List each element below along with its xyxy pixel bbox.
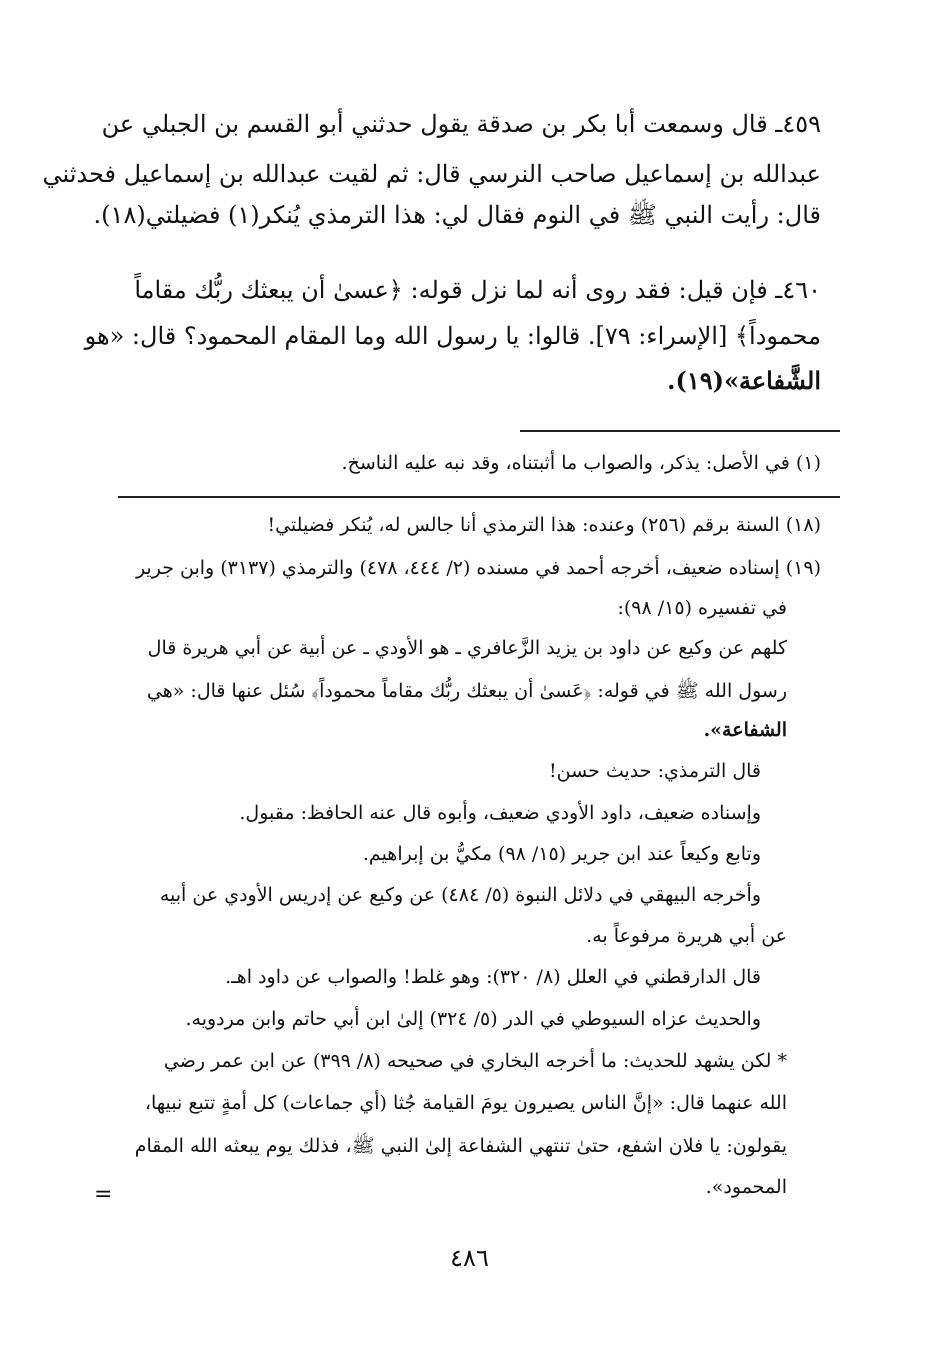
- footnote-19-line-11: قال الدارقطني في العلل (٨/ ٣٢٠): وهو غلط! والصواب عن داود اهـ.: [225, 966, 761, 988]
- editor-note-rule: [520, 430, 840, 432]
- footnote-19-line-15: يقولون: يا فلان اشفع، حتىٰ تنتهي الشفاعة إلىٰ النبي ﷺ، فذلك يوم يبعثه الله المقام: [134, 1135, 787, 1157]
- paragraph-460-line-2: محموداً﴾ [الإسراء: ٧٩]. قالوا: يا رسول الله وما المقام المحمود؟ قال: «هو: [84, 322, 821, 350]
- footnote-19-line-6: قال الترمذي: حديث حسن!: [549, 760, 761, 782]
- footnote-19-line-10: عن أبي هريرة مرفوعاً به.: [586, 925, 787, 947]
- paragraph-459-line-1: ٤٥٩ـ قال وسمعت أبا بكر بن صدقة يقول حدثني أبو القسم بن الجبلي عن: [101, 110, 821, 138]
- footnote-19-line-8: وتابع وكيعاً عند ابن جرير (١٥/ ٩٨) مكيُّ بن إبراهيم.: [362, 843, 761, 865]
- editor-note: (١) في الأصل: يذكر، والصواب ما أثبتناه، وقد نبه عليه الناسخ.: [341, 452, 821, 474]
- footnote-18: (١٨) السنة برقم (٢٥٦) وعنده: هذا الترمذي أنا جالس له، يُنكر فضيلتي!: [267, 514, 821, 536]
- footnotes-rule: [118, 496, 840, 498]
- footnote-19-line-7: وإسناده ضعيف، داود الأودي ضعيف، وأبوه قال عنه الحافظ: مقبول.: [239, 802, 761, 824]
- paragraph-460-line-3: الشَّفاعة»(١٩).: [667, 366, 821, 395]
- footnote-19-line-4: رسول الله ﷺ في قوله: ﴿عَسىٰ أن يبعثك ربُّك مقاماً محموداً﴾ سُئل عنها قال: «هي: [146, 680, 787, 702]
- paragraph-459-line-2: عبدالله بن إسماعيل صاحب النرسي قال: ثم لقيت عبدالله بن إسماعيل فحدثني: [42, 160, 821, 188]
- footnote-19-line-1: (١٩) إسناده ضعيف، أخرجه أحمد في مسنده (٢/ ٤٤٤، ٤٧٨) والترمذي (٣١٣٧) وابن جرير: [135, 557, 821, 579]
- page-number: ٤٨٦: [450, 1244, 489, 1272]
- footnote-19-line-12: والحديث عزاه السيوطي في الدر (٥/ ٣٢٤) إلىٰ ابن أبي حاتم وابن مردويه.: [185, 1008, 761, 1030]
- footnote-19-line-14: الله عنهما قال: «إنَّ الناس يصيرون يومَ القيامة جُثا (أي جماعات) كل أمةٍ تتبع نبيها،: [144, 1092, 787, 1114]
- footnote-19-line-5: الشفاعة».: [703, 719, 787, 741]
- footnote-19-line-3: كلهم عن وكيع عن داود بن يزيد الزَّعافري ـ هو الأودي ـ عن أبية عن أبي هريرة قال: [147, 637, 787, 659]
- footnote-19-line-13: * لكن يشهد للحديث: ما أخرجه البخاري في صحيحه (٨/ ٣٩٩) عن ابن عمر رضي: [163, 1050, 787, 1072]
- footnote-19-line-2: في تفسيره (١٥/ ٩٨):: [617, 597, 787, 619]
- paragraph-460-line-1: ٤٦٠ـ فإن قيل: فقد روى أنه لما نزل قوله: ﴿عسىٰ أن يبعثك ربُّك مقاماً: [134, 276, 821, 304]
- margin-mark: =: [94, 1182, 113, 1207]
- footnote-19-line-16: المحمود».: [705, 1176, 787, 1198]
- footnote-19-line-9: وأخرجه البيهقي في دلائل النبوة (٥/ ٤٨٤) عن وكيع عن إدريس الأودي عن أبيه: [159, 884, 761, 906]
- paragraph-459-line-3: قال: رأيت النبي ﷺ في النوم فقال لي: هذا الترمذي يُنكر(١) فضيلتي(١٨).: [93, 201, 821, 229]
